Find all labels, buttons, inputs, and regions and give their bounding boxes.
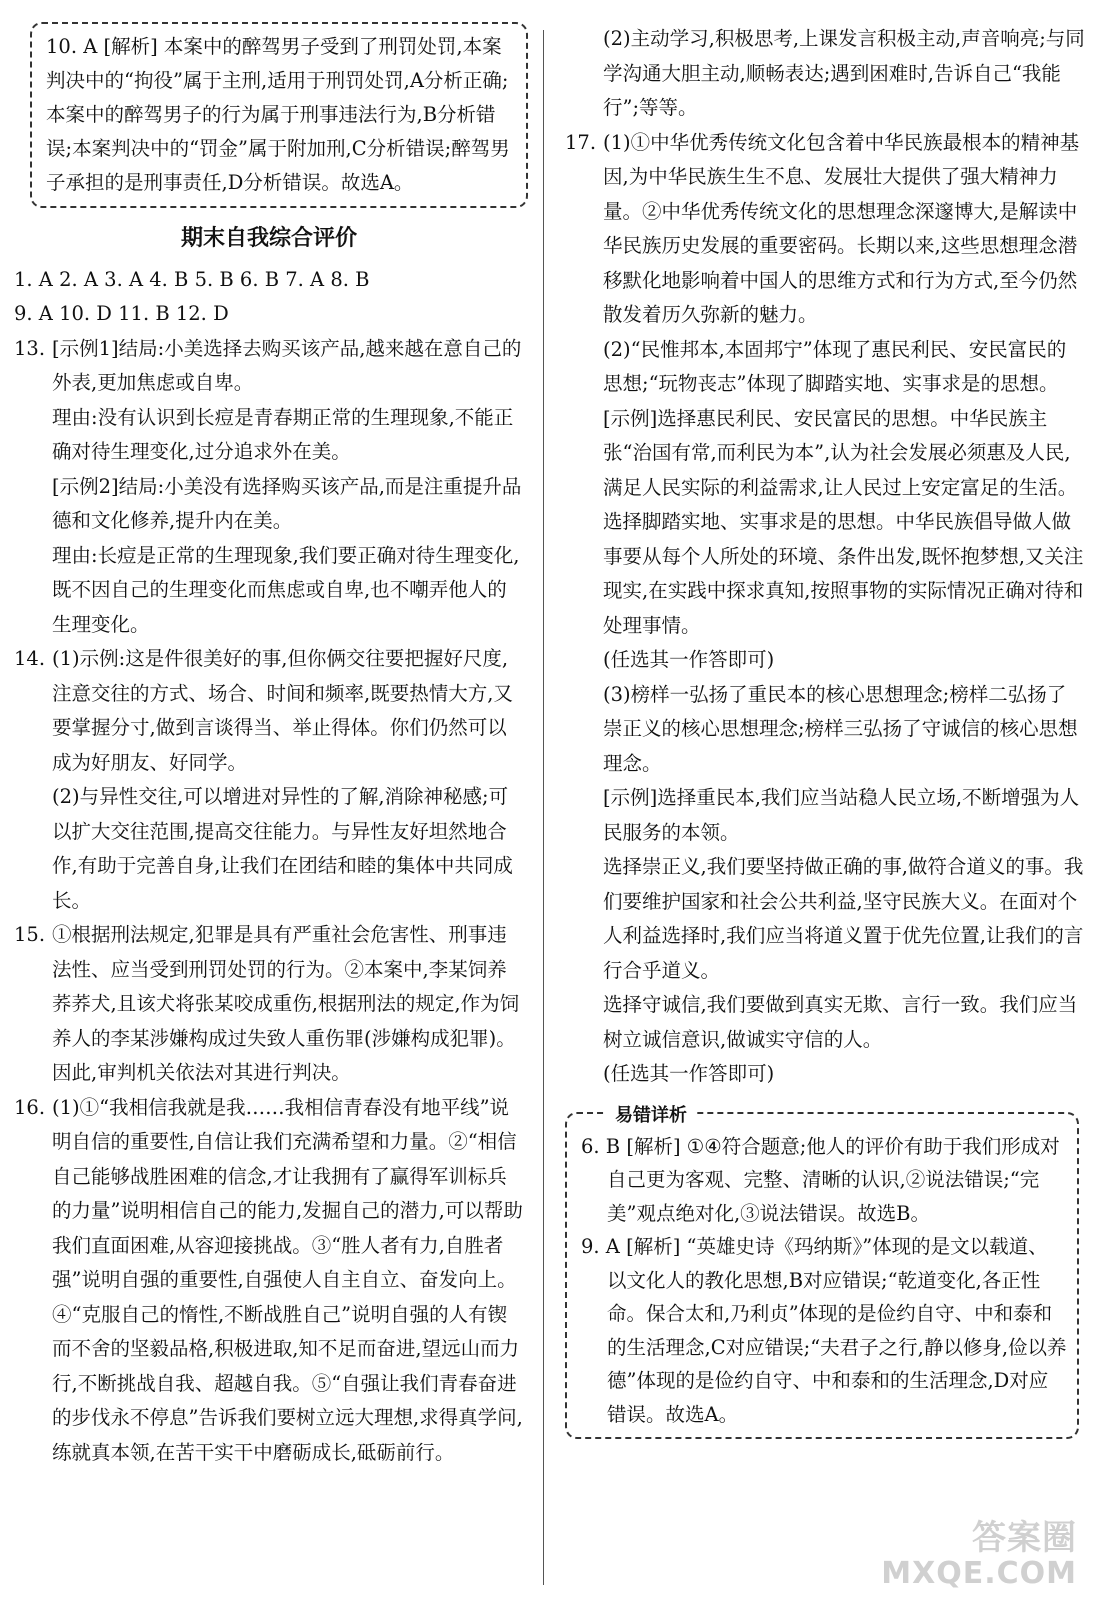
q17-part-1: (1)①中华优秀传统文化包含着中华民族最根本的精神基因,为中华民族生生不息、发展壮大提供了强大精神力量。②中华优秀传统文化的思想理念深邃博大,是解读中华民族历史发展的重要密码。长期以来,这些思想理念潜移默化地影响着中国人的思维方式和行为方式,至今仍然散发着历久弥新的魅力。: [603, 130, 1080, 326]
q17-example-5: 选择守诚信,我们要做到真实无欺、言行一致。我们应当树立诚信意识,做诚实守信的人。: [603, 993, 1078, 1051]
q14-part-1: (1)示例:这是件很美好的事,但你俩交往要把握好尺度,注意交往的方式、场合、时间和频率,既要热情大方,又要掌握分寸,做到言谈得当、举止得体。你们仍然可以成为好朋友、好同学。: [52, 647, 513, 774]
q14-part-2: (2)与异性交往,可以增进对异性的了解,消除神秘感;可以扩大交往范围,提高交往能力。与异性友好坦然地合作,有助于完善自身,让我们在团结和睦的集体中共同成长。: [52, 785, 513, 912]
question-14: [14, 642, 524, 918]
question-17: [565, 126, 1085, 1092]
answers-line-1: 1. A 2. A 3. A 4. B 5. B 6. B 7. A 8. B: [14, 267, 370, 291]
q17-note-1: (任选其一作答即可): [603, 648, 775, 671]
error-item-9: 9. A [解析] “英雄史诗《玛纳斯》”体现的是文以载道、以文化人的教化思想,B对应错误;“乾道变化,各正性命。保合太和,乃利贞”体现的是俭约自守、中和泰和的生活理念,C对应错误;“夫君子之行,静以修身,俭以养德”体现的是俭约自守、中和泰和的生活理念,D对应错误。故选A。: [581, 1235, 1067, 1426]
q17-example-2: 选择脚踏实地、实事求是的思想。中华民族倡导做人做事要从每个人所处的环境、条件出发,既怀抱梦想,又关注现实,在实践中探求真知,按照事物的实际情况正确对待和处理事情。: [603, 510, 1084, 637]
question-number: 17.: [565, 130, 597, 154]
q16-part-2: (2)主动学习,积极思考,上课发言积极主动,声音响亮;与同学沟通大胆主动,顺畅表达;遇到困难时,告诉自己“我能行”;等等。: [603, 27, 1085, 119]
right-column: [565, 22, 1085, 1439]
q17-example-1: [示例]选择惠民利民、安民富民的思想。中华民族主张“治国有常,而利民为本”,认为社会发展必须惠及人民,满足人民实际的利益需求,让人民过上安定富足的生活。: [603, 406, 1078, 499]
q17-part-3: (3)榜样一弘扬了重民本的核心思想理念;榜样二弘扬了崇正义的核心思想理念;榜样三弘扬了守诚信的核心思想理念。: [603, 682, 1078, 775]
q17-example-3: [示例]选择重民本,我们应当站稳人民立场,不断增强为人民服务的本领。: [603, 786, 1080, 844]
q16-part-1: (1)①“我相信我就是我……我相信青春没有地平线”说明自信的重要性,自信让我们充满希望和力量。②“相信自己能够战胜困难的信念,才让我拥有了赢得军训标兵的力量”说明相信自己的能力,发掘自己的潜力,可以帮助我们直面困难,从容迎接挑战。③“胜人者有力,自胜者强”说明自强的重要性,自强使人自主自立、奋发向上。④“克服自己的惰性,不断战胜自己”说明自强的人有锲而不舍的坚毅品格,积极进取,知不足而奋进,望远山而力行,不断挑战自我、超越自我。⑤“自强让我们青春奋进的步伐永不停息”告诉我们要树立远大理想,求得真学问,练就真本领,在苦干实干中磨砺成长,砥砺前行。: [52, 1095, 523, 1464]
answers-line-2: 9. A 10. D 11. B 12. D: [14, 302, 229, 325]
left-column: [14, 22, 524, 1470]
q13-reason-2: 理由:长痘是正常的生理现象,我们要正确对待生理变化,既不因自己的生理变化而焦虑或自卑,也不嘲弄他人的生理变化。: [52, 543, 520, 636]
q13-example-2: [示例2]结局:小美没有选择购买该产品,而是注重提升品德和文化修养,提升内在美。: [52, 474, 522, 532]
q17-part-2: (2)“民惟邦本,本固邦宁”体现了惠民利民、安民富民的思想;“玩物丧志”体现了脚踏实地、实事求是的思想。: [603, 337, 1067, 395]
section-title: 期末自我综合评价: [180, 226, 357, 251]
box1-text: 10. A [解析] 本案中的醉驾男子受到了刑罚处罚,本案判决中的“拘役”属于主刑,适用于刑罚处罚,A分析正确;本案中的醉驾男子的行为属于刑事违法行为,B分析错误;本案判决中的“罚金”属于附加刑,C分析错误;醉驾男子承担的是刑事责任,D分析错误。故选A。: [46, 35, 510, 194]
watermark-line-1: 答案圈: [972, 1518, 1077, 1558]
question-number: 15.: [14, 923, 46, 946]
question-number: 14.: [14, 647, 46, 670]
question-16-continued: [565, 22, 1085, 126]
question-13: [14, 332, 524, 643]
question-number: 13.: [14, 336, 46, 360]
q13-reason-1: 理由:没有认识到长痘是青春期正常的生理现象,不能正确对待生理变化,过分追求外在美。: [52, 405, 514, 463]
column-divider: [543, 30, 544, 1585]
q17-note-2: (任选其一作答即可): [603, 1062, 775, 1085]
error-analysis-box: [565, 1104, 1079, 1440]
question-16: [14, 1091, 524, 1471]
watermark-logo: [881, 1520, 1077, 1592]
question-number: 16.: [14, 1095, 46, 1119]
error-analysis-title: 易错详析: [607, 1099, 695, 1133]
q17-example-4: 选择崇正义,我们要坚持做正确的事,做符合道义的事。我们要维护国家和社会公共利益,坚守民族大义。在面对个人利益选择时,我们应当将道义置于优先位置,让我们的言行合乎道义。: [603, 855, 1084, 982]
q13-example-1: [示例1]结局:小美选择去购买该产品,越来越在意自己的外表,更加焦虑或自卑。: [52, 336, 522, 394]
error-item-6: 6. B [解析] ①④符合题意;他人的评价有助于我们形成对自己更为客观、完整、清晰的认识,②说法错误;“完美”观点绝对化,③说法错误。故选B。: [581, 1134, 1060, 1225]
q15-part-1: ①根据刑法规定,犯罪是具有严重社会危害性、刑事违法性、应当受到刑罚处罚的行为。②本案中,李某饲养荞荞犬,且该犬将张某咬成重伤,根据刑法的规定,作为饲养人的李某涉嫌构成过失致人重伤罪(涉嫌构成犯罪)。因此,审判机关依法对其进行判决。: [52, 923, 520, 1084]
question-15: [14, 918, 524, 1091]
analysis-box-q10: [30, 22, 528, 208]
watermark-line-2: MXQE.COM: [881, 1556, 1077, 1591]
